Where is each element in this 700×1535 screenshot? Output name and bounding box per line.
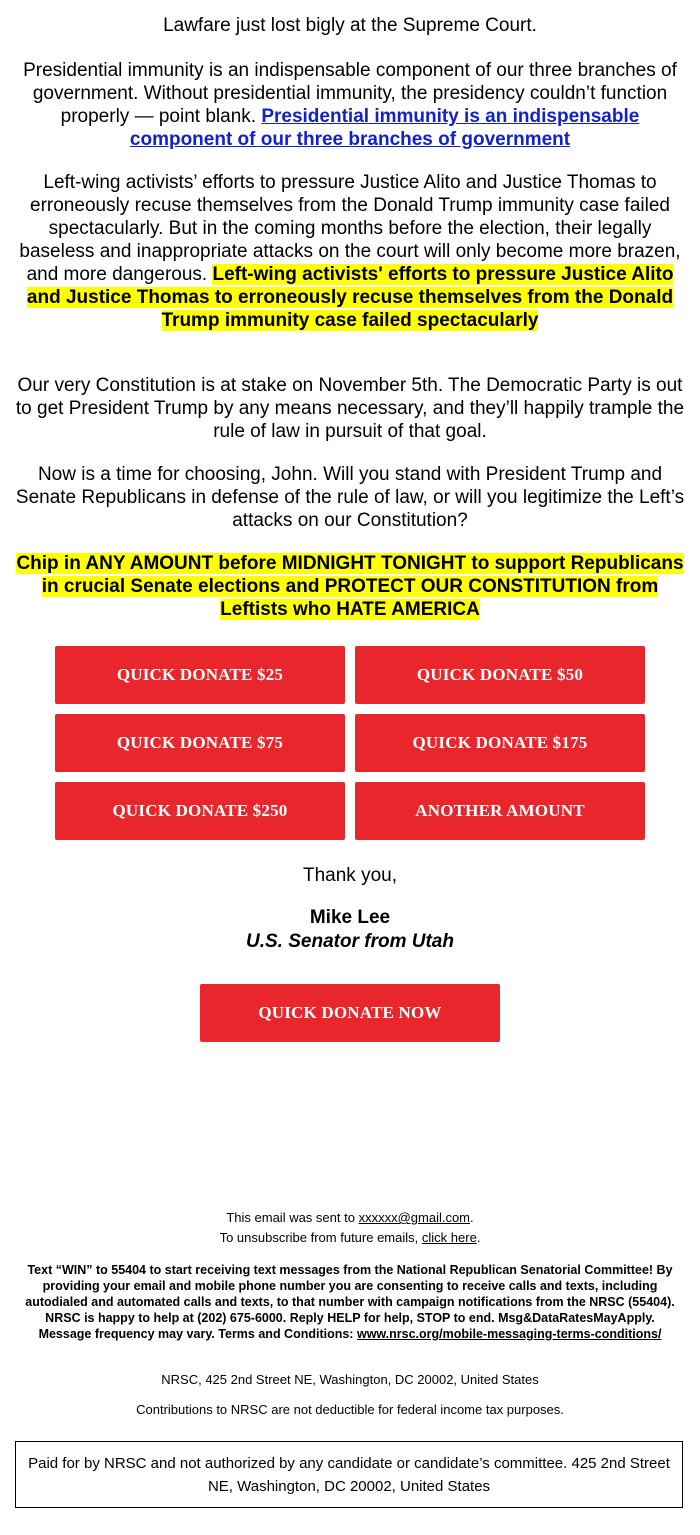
signer-title: U.S. Senator from Utah [246,931,454,952]
signer-name: Mike Lee [309,907,391,928]
paragraph-activists [0,171,700,332]
paid-for-box [15,1441,683,1508]
sms-disclaimer-text: Text “WIN” to 55404 to start receiving text messages from the National Republican Senatorial Committee! By providing your email and mobile phone number you are consenting to receive calls and texts, including autodialed and automated calls and texts, to that number with campaign notifications from the NRSC (55404). NRSC is happy to help at (202) 675-6000. Reply HELP for help, STOP to end. Msg&DataRatesMayApply. Message frequency may vary. Terms and Conditions: [25,1263,675,1341]
cta-text [0,552,700,621]
activists-highlight: Left-wing activists' efforts to pressure Justice Alito and Justice Thomas to erroneously recuse themselves from the Donald Trump immunity case failed spectacularly [26,264,674,331]
intro-text: Lawfare just lost bigly at the Supreme Court. [163,15,537,36]
quick-donate-now-button[interactable]: QUICK DONATE NOW [200,984,500,1042]
another-amount-button[interactable]: ANOTHER AMOUNT [355,782,645,840]
unsubscribe-suffix: . [476,1230,481,1245]
nrsc-address: NRSC, 425 2nd Street NE, Washington, DC 20002, United States [161,1372,539,1387]
paragraph-choosing: Now is a time for choosing, John. Will you stand with President Trump and Senate Republicans in defense of the rule of law, or will you legitimize the Left’s attacks on our Constitution? [15,464,685,531]
sent-to-suffix: . [470,1210,474,1225]
quick-donate-50-button[interactable]: QUICK DONATE $50 [355,646,645,704]
sms-terms-link[interactable]: www.nrsc.org/mobile-messaging-terms-conditions/ [356,1327,662,1341]
unsubscribe-link[interactable]: click here [421,1230,477,1245]
quick-donate-75-button[interactable]: QUICK DONATE $75 [55,714,345,772]
paragraph-immunity-text: Presidential immunity is an indispensable component of our three branches of government. Without presidential immunity, the presidency couldn’t function properly — point blank. [23,60,677,127]
cta-highlight: Chip in ANY AMOUNT before MIDNIGHT TONIGHT to support Republicans in crucial Senate elections and PROTECT OUR CONSTITUTION from Leftists who HATE AMERICA [16,553,684,620]
paragraph-immunity [0,59,700,151]
paragraph-activists-text: Left-wing activists’ efforts to pressure Justice Alito and Justice Thomas to erroneously recuse themselves from the Donald Trump immunity case failed spectacularly. But in the coming months before the election, their legally baseless and inappropriate attacks on the court will only become more brazen, and more dangerous. [19,172,681,285]
sent-to-line [0,1208,700,1227]
paragraph-constitution: Our very Constitution is at stake on November 5th. The Democratic Party is out to get President Trump by any means necessary, and they’ll happily trample the rule of law in pursuit of that goal. [15,375,685,442]
unsubscribe-line [0,1228,700,1247]
thanks-text: Thank you, [303,865,397,886]
recipient-email-link[interactable]: xxxxxx@gmail.com [358,1210,471,1225]
paid-for-text: Paid for by NRSC and not authorized by any candidate or candidate’s committee. 425 2nd Street NE, Washington, DC 20002, United States [28,1455,670,1495]
immunity-link[interactable]: Presidential immunity is an indispensable component of our three branches of government [129,106,640,150]
quick-donate-175-button[interactable]: QUICK DONATE $175 [355,714,645,772]
unsubscribe-prefix: To unsubscribe from future emails, [219,1230,419,1245]
sent-to-prefix: This email was sent to [226,1210,355,1225]
tax-notice: Contributions to NRSC are not deductible for federal income tax purposes. [136,1402,564,1417]
sms-disclaimer [0,1262,700,1342]
quick-donate-250-button[interactable]: QUICK DONATE $250 [55,782,345,840]
quick-donate-25-button[interactable]: QUICK DONATE $25 [55,646,345,704]
